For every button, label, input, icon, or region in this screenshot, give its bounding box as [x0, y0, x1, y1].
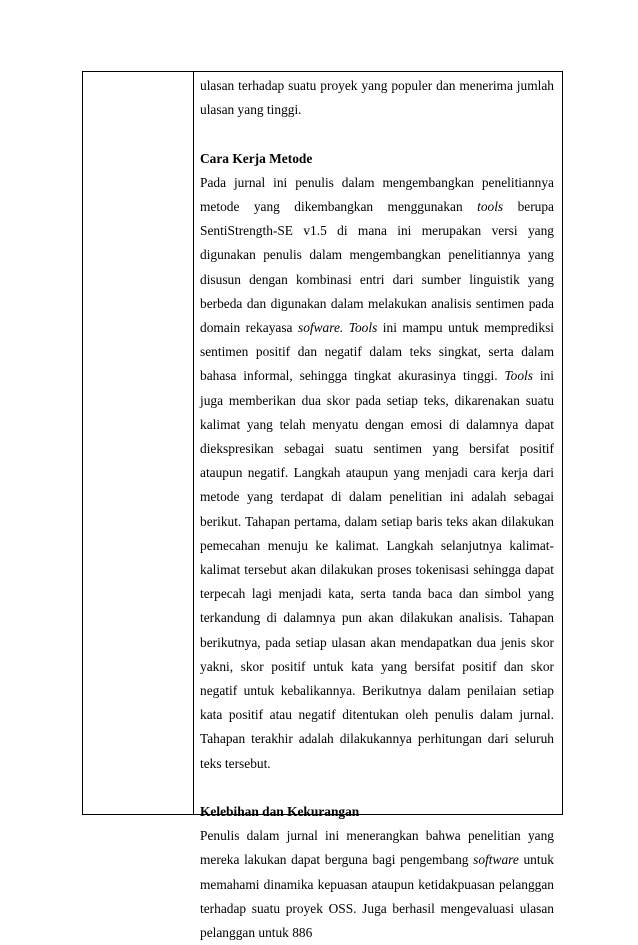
method-paragraph: Pada jurnal ini penulis dalam mengembangkan penelitiannya metode yang dikembangkan menggunakan tools berupa SentiStrength-SE v1.5 di mana ini merupakan versi yang digunakan penulis dalam mengembangkan penelitiannya yang disusun dengan kombinasi entri dari sumber linguistik yang berbeda dan digunakan dalam melakukan analisis sentimen pada domain rekayasa sofware. Tools ini mampu untuk memprediksi sentimen positif dan negatif dalam teks singkat, serta dalam bahasa informal, sehingga tingkat akurasinya tinggi. Tools ini juga memberikan dua skor pada setiap teks, dikarenakan suatu kalimat yang telah menyatu dengan emosi di dalamnya dapat diekspresikan sebagai suatu sentimen yang bersifat positif ataupun negatif. Langkah ataupun yang menjadi cara kerja dari metode yang terdapat di dalam penelitian ini adalah sebagai berikut. Tahapan pertama, dalam setiap baris teks akan dilakukan pemecahan menuju ke kalimat. Langkah selanjutnya kalimat-kalimat tersebut akan dilakukan proses tokenisasi sehingga dapat terpecah lagi menjadi kata, serta tanda baca dan simbol yang terkandung di dalamnya pun akan dilakukan analisis. Tahapan berikutnya, pada setiap ulasan akan mendapatkan dua jenis skor yakni, skor positif untuk kata yang bersifat positif dan skor negatif untuk kebalikannya. Berikutnya dalam penilaian setiap kata positif atau negatif ditentukan oleh penulis dalam jurnal. Tahapan terakhir adalah dilakukannya perhitungan dari seluruh teks tersebut.: [200, 174, 555, 771]
intro-paragraph: ulasan terhadap suatu proyek yang populer dan menerima jumlah ulasan yang tinggi.: [200, 78, 554, 118]
table-left-column: [83, 72, 194, 814]
table-right-column: [194, 72, 562, 941]
pros-cons-paragraph: Penulis dalam jurnal ini menerangkan bahwa penelitian yang mereka lakukan dapat berguna bagi pengembang software untuk memahami dinamika kepuasan ataupun ketidakpuasan pelanggan terhadap suatu proyek OSS. Juga berhasil mengevaluasi ulasan pelanggan untuk 886: [200, 828, 554, 941]
document-table: [82, 71, 563, 941]
section-heading-pros-cons: Kelebihan dan Kekurangan: [200, 804, 360, 820]
section-heading-method: Cara Kerja Metode: [200, 150, 313, 166]
